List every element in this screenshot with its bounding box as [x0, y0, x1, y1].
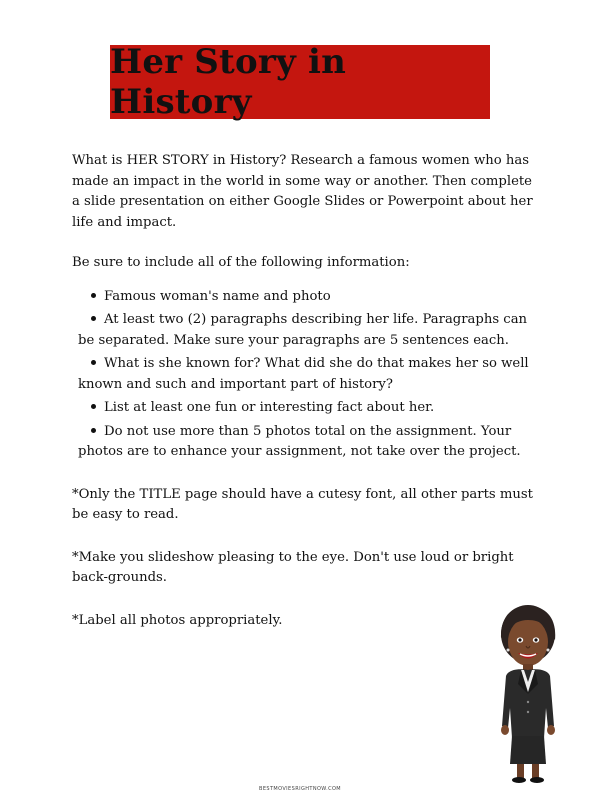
page-title: Her Story in History	[110, 42, 346, 122]
list-item: What is she known for? What did she do that makes her so well known and such and important part of history?	[78, 356, 529, 392]
bullet-icon	[91, 428, 96, 433]
list-item: Do not use more than 5 photos total on the assignment. Your photos are to enhance your assignment, not take over the project.	[78, 423, 521, 459]
woman-cartoon-illustration	[488, 598, 568, 788]
list-item: List at least one fun or interesting fact about her.	[72, 398, 540, 419]
bullet-icon	[91, 293, 96, 298]
note-font: *Only the TITLE page should have a cutesy font, all other parts must be easy to read.	[72, 486, 533, 522]
footer-credit: BESTMOVIESRIGHTNOW.COM	[258, 786, 342, 792]
bullet-icon	[91, 404, 96, 409]
list-item: At least two (2) paragraphs describing her life. Paragraphs can be separated. Make sure your paragraphs are 5 sentences each.	[78, 312, 528, 348]
bullet-icon	[91, 316, 96, 321]
include-heading: Be sure to include all of the following information:	[72, 255, 410, 270]
intro-paragraph: What is HER STORY in History? Research a famous women who has made an impact in the world in some way or another. Then complete a slide presentation on either Google Slides or Powerpoint about her life and impact.	[72, 153, 533, 230]
list-item: Famous woman's name and photo	[72, 287, 540, 308]
requirements-list	[72, 287, 540, 463]
note-slideshow: *Make you slideshow pleasing to the eye. Don't use loud or bright back-grounds.	[72, 549, 514, 585]
bullet-icon	[91, 360, 96, 365]
assignment-body	[72, 151, 540, 631]
title-banner	[110, 42, 490, 122]
note-labels: *Label all photos appropriately.	[72, 612, 283, 628]
